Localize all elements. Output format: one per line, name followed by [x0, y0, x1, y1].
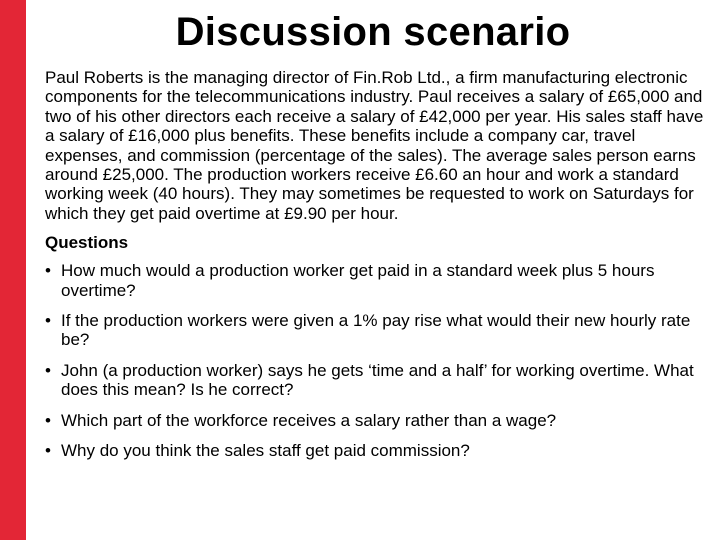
accent-bar [0, 0, 26, 540]
questions-heading: Questions [45, 233, 129, 253]
bullet-icon: • [45, 311, 51, 331]
question-text: If the production workers were given a 1% pay rise what would their new hourly rate be? [61, 311, 691, 350]
question-item [45, 411, 707, 430]
question-text: John (a production worker) says he gets ‘time and a half’ for working overtime. What does this mean? Is he correct? [61, 360, 694, 400]
question-text: How much would a production worker get paid in a standard week plus 5 hours overtime? [61, 261, 655, 300]
question-item [45, 311, 707, 350]
question-item [45, 261, 707, 300]
slide-title: Discussion scenario [175, 10, 571, 54]
question-item [45, 441, 707, 460]
bullet-icon: • [45, 441, 51, 461]
bullet-icon: • [45, 410, 51, 430]
question-text: Why do you think the sales staff get paid commission? [61, 441, 470, 461]
bullet-icon: • [45, 360, 51, 380]
question-list [45, 261, 707, 460]
bullet-icon: • [45, 261, 51, 281]
question-item [45, 361, 707, 400]
question-text: Which part of the workforce receives a salary rather than a wage? [61, 410, 557, 430]
slide-content [45, 68, 707, 472]
scenario-paragraph: Paul Roberts is the managing director of Fin.Rob Ltd., a firm manufacturing electronic components for the telecommunications industry. Paul receives a salary of £65,000 and two of his other directors each receive a salary of £42,000 per year. His sales staff have a salary of £16,000 plus benefits. These benefits include a company car, travel expenses, and commission (percentage of the sales). The average sales person earns around £25,000. The production workers receive £6.60 an hour and work a standard working week (40 hours). They may sometimes be requested to work on Saturdays for which they get paid overtime at £9.90 per hour. [45, 68, 704, 223]
